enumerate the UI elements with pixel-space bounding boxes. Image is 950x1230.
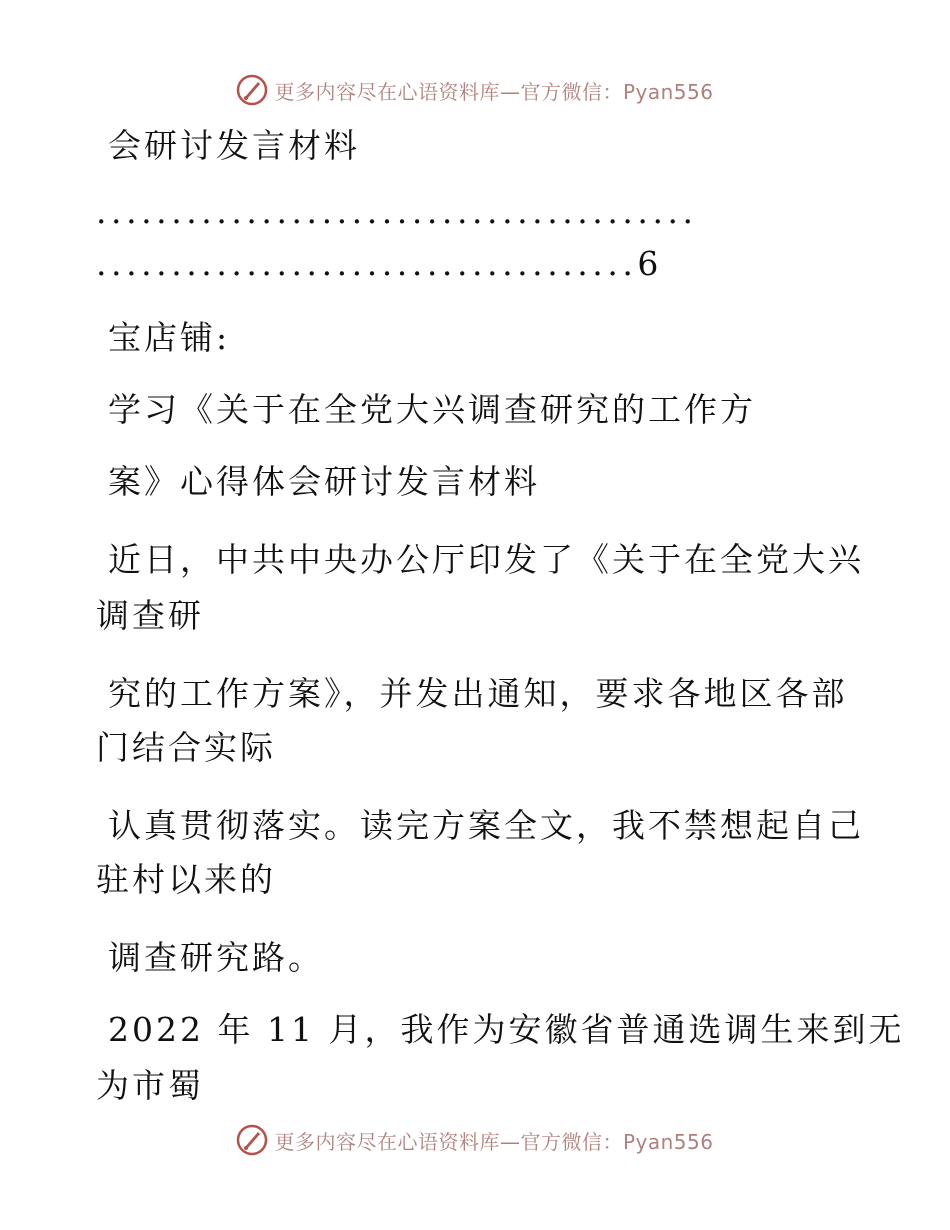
dot-leader-with-page-number: ....................................6	[96, 244, 663, 283]
quill-pen-icon	[236, 1124, 268, 1156]
paragraph-line: 调查研	[96, 596, 204, 635]
paragraph-line: 驻村以来的	[96, 860, 276, 899]
paragraph-line: 认真贯彻落实。读完方案全文，我不禁想起自己	[108, 806, 864, 845]
paragraph-line: 调查研究路。	[108, 938, 324, 977]
watermark-text: 更多内容尽在心语资料库—官方微信：Pyan556	[274, 1129, 714, 1154]
heading-line: 案》心得体会研讨发言材料	[108, 462, 540, 501]
paragraph-line: 2022 年 11 月，我作为安徽省普通选调生来到无	[108, 1010, 905, 1049]
paragraph-line: 为市蜀	[96, 1066, 204, 1105]
dot-leader: ........................................	[96, 192, 698, 231]
watermark-banner-bottom	[0, 1120, 950, 1160]
heading-line: 学习《关于在全党大兴调查研究的工作方	[108, 390, 756, 429]
paragraph-line: 近日，中共中央办公厅印发了《关于在全党大兴	[108, 540, 864, 579]
watermark-banner-top	[0, 70, 950, 110]
quill-pen-icon	[236, 74, 268, 106]
text-line: 宝店铺:	[108, 318, 231, 357]
watermark-text: 更多内容尽在心语资料库—官方微信：Pyan556	[274, 79, 714, 104]
paragraph-line: 究的工作方案》，并发出通知，要求各地区各部	[108, 674, 848, 713]
text-line: 会研讨发言材料	[108, 126, 360, 165]
paragraph-line: 门结合实际	[96, 728, 276, 767]
